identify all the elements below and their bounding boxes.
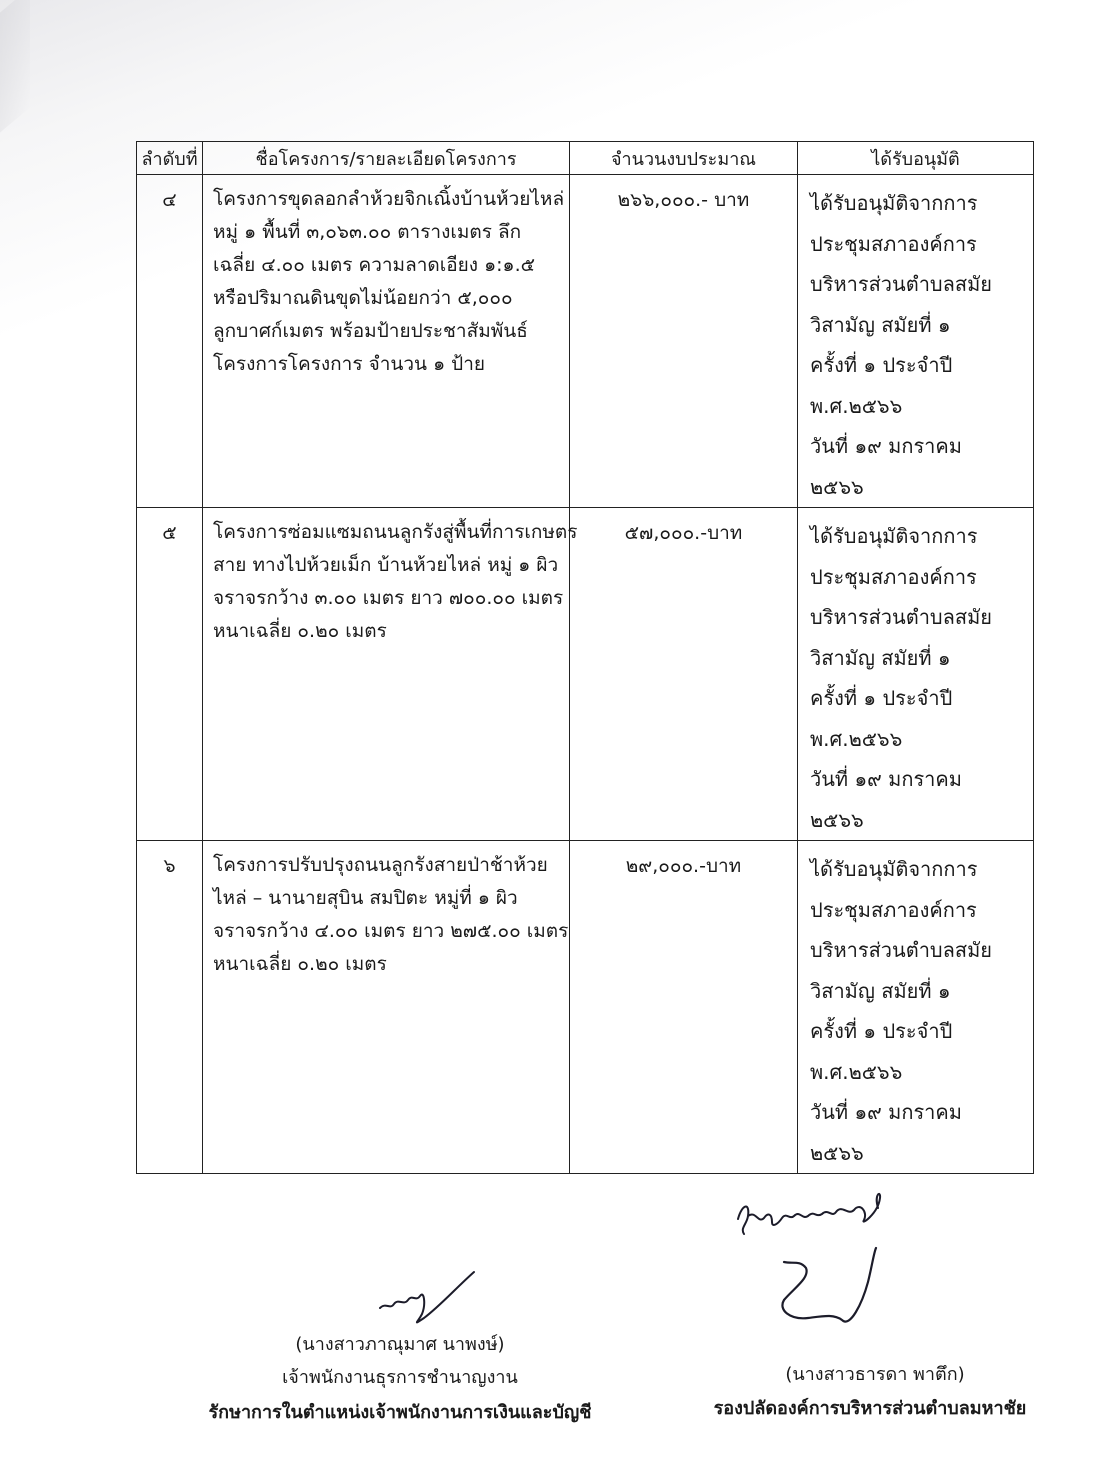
header-project-name: ชื่อโครงการ/รายละเอียดโครงการ xyxy=(203,142,570,175)
budget-amount: ๒๙,๐๐๐.-บาท xyxy=(570,841,798,1174)
description-line: โครงการปรับปรุงถนนลูกรังสายป่าช้าห้วย xyxy=(213,854,548,876)
right-signatory-name: (นางสาวธารดา พาตึก) xyxy=(785,1364,965,1385)
approval-line: ประชุมสภาองค์การ xyxy=(810,564,977,589)
budget-amount: ๕๗,๐๐๐.-บาท xyxy=(570,508,798,841)
approval-line: ได้รับอนุมัติจากการ xyxy=(810,191,978,215)
approval-detail xyxy=(798,508,1034,841)
description-line: หนาเฉลี่ย ๐.๒๐ เมตร xyxy=(213,620,387,642)
handwritten-checker-note xyxy=(728,1184,898,1244)
description-line: หนาเฉลี่ย ๐.๒๐ เมตร xyxy=(213,953,387,975)
approval-detail xyxy=(798,841,1034,1174)
approval-line: วันที่ ๑๙ มกราคม xyxy=(810,1100,962,1124)
description-line: เฉลี่ย ๔.๐๐ เมตร ความลาดเอียง ๑:๑.๕ xyxy=(213,254,536,276)
approval-detail xyxy=(798,175,1034,508)
project-description xyxy=(203,175,570,508)
table-row xyxy=(137,508,1034,841)
budget-amount: ๒๖๖,๐๐๐.- บาท xyxy=(570,175,798,508)
approval-line: พ.ศ.๒๕๖๖ xyxy=(810,726,903,751)
left-signatory-name: (นางสาวภาณุมาศ นาพงษ์) xyxy=(295,1334,505,1355)
table-row xyxy=(137,841,1034,1174)
approval-line: ๒๕๖๖ xyxy=(810,807,864,832)
header-approval: ได้รับอนุมัติ xyxy=(798,142,1034,175)
approval-line: บริหารส่วนตำบลสมัย xyxy=(810,605,992,629)
table-header-row xyxy=(137,142,1034,175)
approval-line: พ.ศ.๒๕๖๖ xyxy=(810,1059,903,1084)
approval-line: ได้รับอนุมัติจากการ xyxy=(810,524,978,548)
table-row xyxy=(137,175,1034,508)
row-number: ๖ xyxy=(137,841,203,1174)
approval-line: ๒๕๖๖ xyxy=(810,1140,864,1165)
approval-line: วิสามัญ สมัยที่ ๑ xyxy=(810,978,951,1003)
header-budget: จำนวนงบประมาณ xyxy=(570,142,798,175)
description-line: โครงการขุดลอกลำห้วยจิกเณิ้งบ้านห้วยไหล่ xyxy=(213,188,565,210)
project-description xyxy=(203,508,578,841)
approval-line: พ.ศ.๒๕๖๖ xyxy=(810,393,903,418)
description-line: โครงการซ่อมแซมถนนลูกรังสู่พื้นที่การเกษตร xyxy=(213,521,578,543)
row-number: ๕ xyxy=(137,508,203,841)
approval-line: ครั้งที่ ๑ ประจำปี xyxy=(810,686,953,710)
right-signatory-position: รองปลัดองค์การบริหารส่วนตำบลมหาชัย xyxy=(713,1398,1027,1419)
description-line: หมู่ ๑ พื้นที่ ๓,๐๖๓.๐๐ ตารางเมตร ลึก xyxy=(213,221,522,243)
approval-line: ครั้งที่ ๑ ประจำปี xyxy=(810,1019,953,1043)
approval-line: วิสามัญ สมัยที่ ๑ xyxy=(810,312,951,337)
approval-line: วันที่ ๑๙ มกราคม xyxy=(810,434,962,458)
right-signature xyxy=(770,1244,900,1334)
project-description xyxy=(203,841,570,1174)
left-signature xyxy=(370,1268,480,1338)
left-signatory-acting-role: รักษาการในตำแหน่งเจ้าพนักงานการเงินและบัญชี xyxy=(208,1402,592,1423)
description-line: ไหล่ – นานายสุบิน สมปิตะ หมู่ที่ ๑ ผิว xyxy=(213,887,518,909)
approval-line: ประชุมสภาองค์การ xyxy=(810,897,977,922)
description-line: จราจรกว้าง ๓.๐๐ เมตร ยาว ๗๐๐.๐๐ เมตร xyxy=(213,587,564,609)
approval-line: ๒๕๖๖ xyxy=(810,474,864,499)
approval-line: บริหารส่วนตำบลสมัย xyxy=(810,272,992,296)
approval-line: วันที่ ๑๙ มกราคม xyxy=(810,767,962,791)
approval-line: วิสามัญ สมัยที่ ๑ xyxy=(810,645,951,670)
description-line: หรือปริมาณดินขุดไม่น้อยกว่า ๕,๐๐๐ xyxy=(213,287,513,309)
project-table xyxy=(136,141,1034,1174)
approval-line: บริหารส่วนตำบลสมัย xyxy=(810,938,992,962)
row-number: ๔ xyxy=(137,175,203,508)
approval-line: ครั้งที่ ๑ ประจำปี xyxy=(810,353,953,377)
left-signatory-position: เจ้าพนักงานธุรการชำนาญงาน xyxy=(282,1367,518,1388)
approval-line: ได้รับอนุมัติจากการ xyxy=(810,857,978,881)
description-line: จราจรกว้าง ๔.๐๐ เมตร ยาว ๒๗๕.๐๐ เมตร xyxy=(213,920,569,942)
header-no: ลำดับที่ xyxy=(137,142,203,175)
description-line: สาย ทางไปห้วยเม็ก บ้านห้วยไหล่ หมู่ ๑ ผิว xyxy=(213,554,559,576)
description-line: ลูกบาศก์เมตร พร้อมป้ายประชาสัมพันธ์ xyxy=(213,320,528,342)
description-line: โครงการโครงการ จำนวน ๑ ป้าย xyxy=(213,353,486,375)
approval-line: ประชุมสภาองค์การ xyxy=(810,231,977,256)
